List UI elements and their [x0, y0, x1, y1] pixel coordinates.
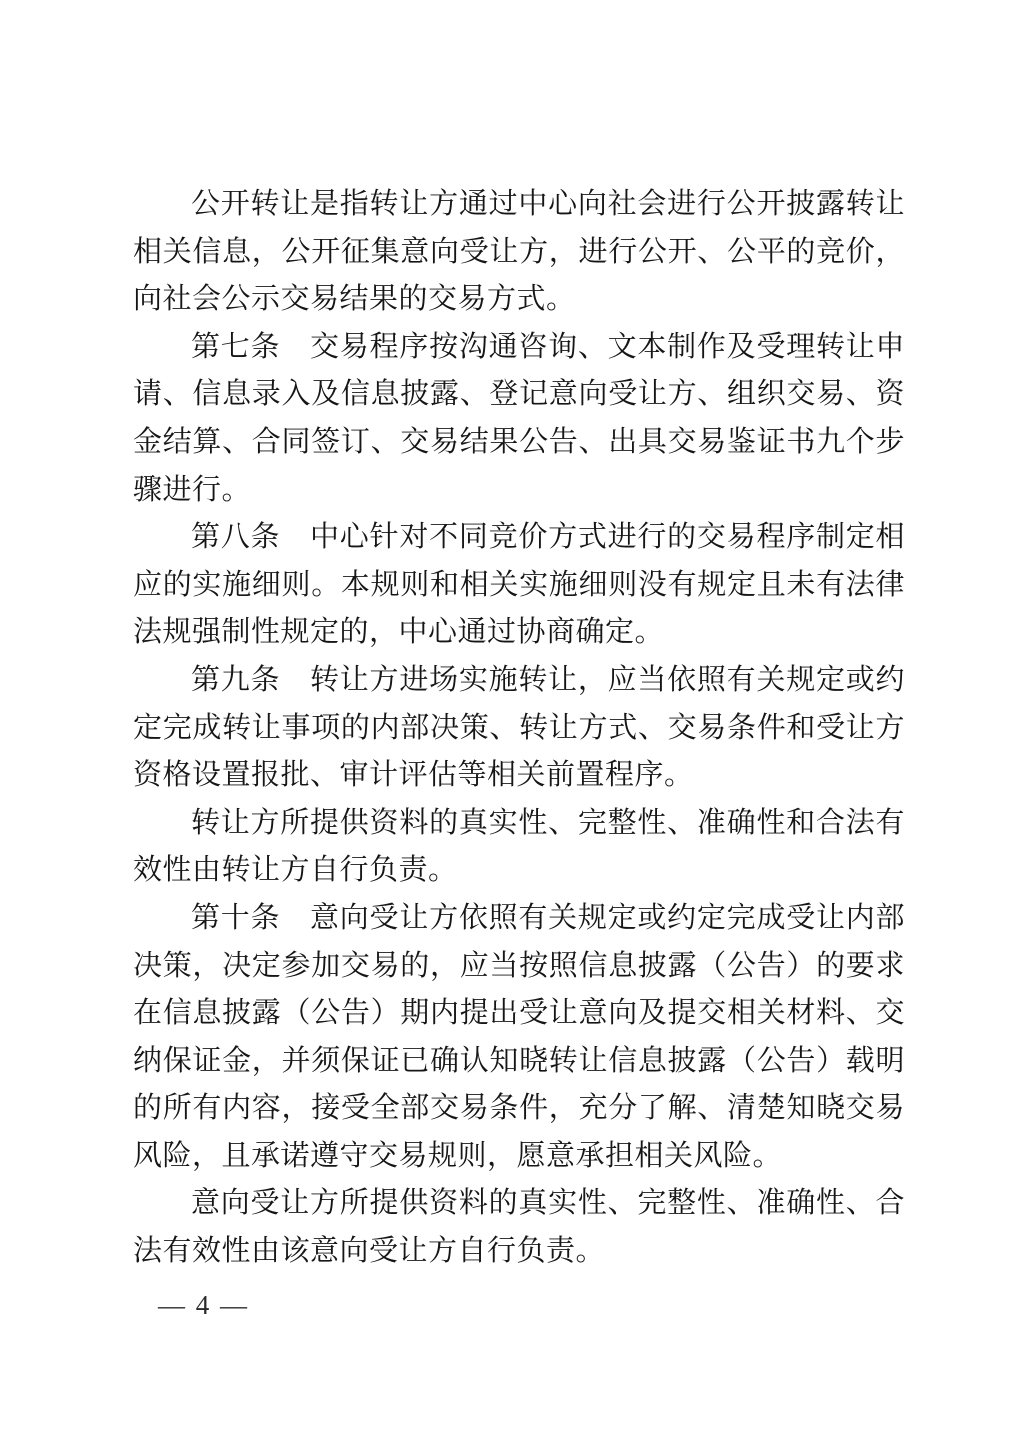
document-body [133, 181, 905, 1276]
paragraph-article-9: 第九条 转让方进场实施转让，应当依照有关规定或约定完成转让事项的内部决策、转让方式、交易条件和受让方资格设置报批、审计评估等相关前置程序。 [133, 663, 905, 792]
paragraph-transferor-liability: 转让方所提供资料的真实性、完整性、准确性和合法有效性由转让方自行负责。 [133, 806, 905, 887]
paragraph-article-10: 第十条 意向受让方依照有关规定或约定完成受让内部决策，决定参加交易的，应当按照信息披露（公告）的要求在信息披露（公告）期内提出受让意向及提交相关材料、交纳保证金，并须保证已确认知晓转让信息披露（公告）载明的所有内容，接受全部交易条件，充分了解、清楚知晓交易风险，且承诺遵守交易规则，愿意承担相关风险。 [133, 901, 905, 1172]
paragraph-article-8: 第八条 中心针对不同竞价方式进行的交易程序制定相应的实施细则。本规则和相关实施细则没有规定且未有法律法规强制性规定的，中心通过协商确定。 [133, 521, 905, 649]
paragraph-article-7: 第七条 交易程序按沟通咨询、文本制作及受理转让申请、信息录入及信息披露、登记意向受让方、组织交易、资金结算、合同签订、交易结果公告、出具交易鉴证书九个步骤进行。 [133, 330, 905, 506]
paragraph-public-transfer-definition: 公开转让是指转让方通过中心向社会进行公开披露转让相关信息，公开征集意向受让方，进行公开、公平的竞价，向社会公示交易结果的交易方式。 [133, 188, 905, 316]
paragraph-transferee-liability: 意向受让方所提供资料的真实性、完整性、准确性、合法有效性由该意向受让方自行负责。 [133, 1187, 905, 1268]
page-number: — 4 — [158, 1290, 249, 1320]
